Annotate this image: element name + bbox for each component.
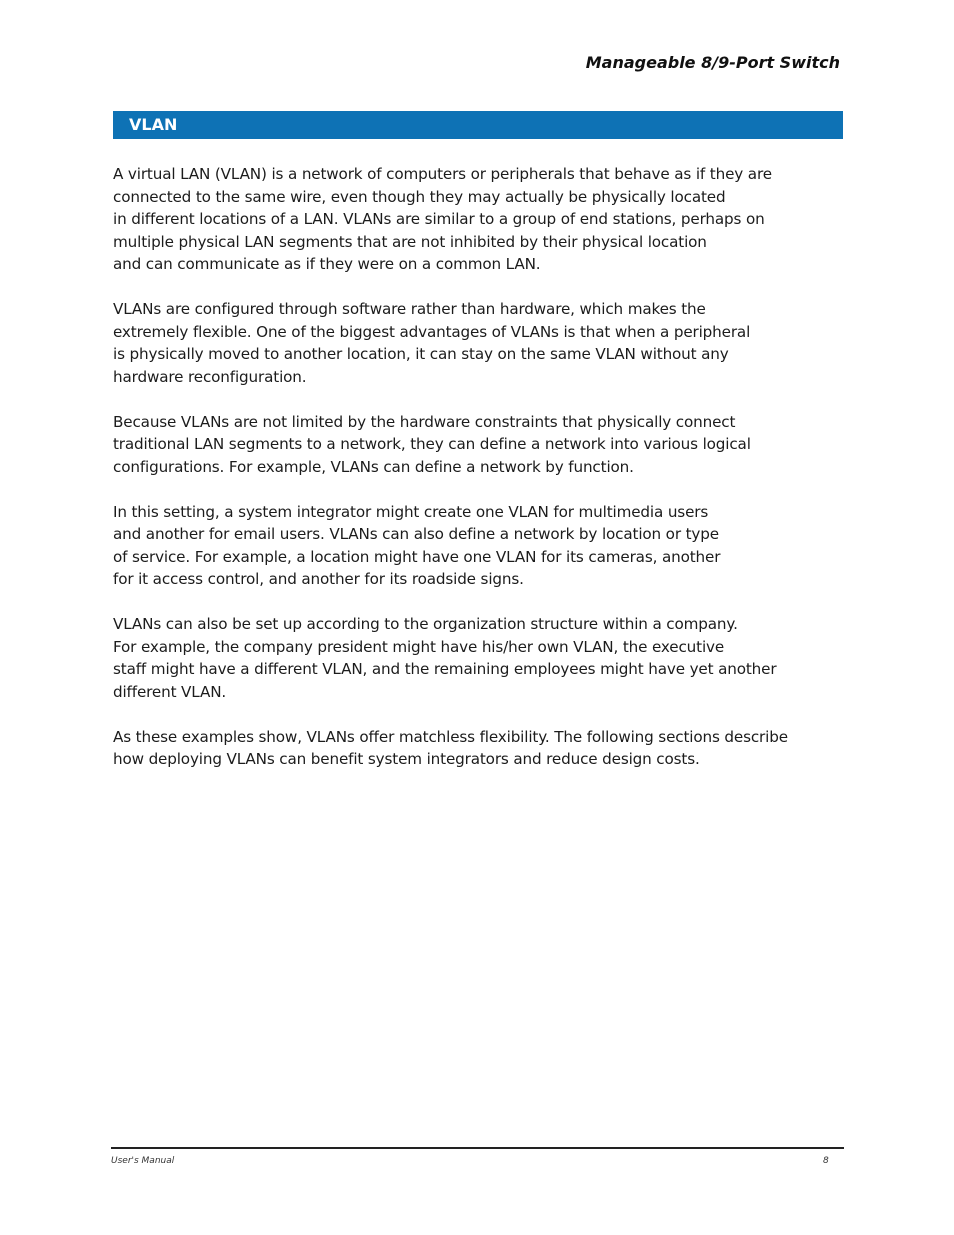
paragraph-line: different VLAN. bbox=[113, 682, 227, 701]
paragraph-2 bbox=[113, 298, 848, 388]
paragraph-line: and can communicate as if they were on a common LAN. bbox=[113, 255, 541, 273]
paragraph-line: In this setting, a system integrator might create one VLAN for multimedia users bbox=[113, 502, 709, 521]
body-text bbox=[113, 163, 848, 793]
paragraph-line: and another for email users. VLANs can also define a network by location or type bbox=[113, 525, 719, 543]
paragraph-line: traditional LAN segments to a network, they can define a network into various logical bbox=[113, 435, 751, 453]
footer-page-number: 8 bbox=[823, 1156, 829, 1166]
paragraph-line: configurations. For example, VLANs can define a network by function. bbox=[113, 457, 634, 476]
paragraph-3 bbox=[113, 411, 848, 479]
paragraph-line: For example, the company president might have his/her own VLAN, the executive bbox=[113, 637, 725, 656]
paragraph-line: connected to the same wire, even though they may actually be physically located bbox=[113, 187, 726, 206]
footer-manual-label: User's Manual bbox=[111, 1156, 175, 1166]
paragraph-line: how deploying VLANs can benefit system integrators and reduce design costs. bbox=[113, 750, 700, 768]
paragraph-line: is physically moved to another location, it can stay on the same VLAN without any bbox=[113, 345, 729, 363]
paragraph-line: VLANs can also be set up according to the organization structure within a company. bbox=[113, 615, 738, 633]
paragraph-line: in different locations of a LAN. VLANs are similar to a group of end stations, perhaps on bbox=[113, 210, 765, 228]
paragraph-line: multiple physical LAN segments that are not inhibited by their physical location bbox=[113, 232, 707, 251]
page-header-title: Manageable 8/9-Port Switch bbox=[585, 53, 840, 72]
paragraph-line: As these examples show, VLANs offer matchless flexibility. The following sections describe bbox=[113, 727, 788, 746]
paragraph-line: hardware reconfiguration. bbox=[113, 367, 307, 386]
section-header-bar bbox=[113, 111, 843, 139]
paragraph-6 bbox=[113, 726, 848, 771]
paragraph-line: extremely flexible. One of the biggest advantages of VLANs is that when a peripheral bbox=[113, 322, 751, 341]
footer-rule bbox=[111, 1147, 844, 1149]
paragraph-line: Because VLANs are not limited by the hardware constraints that physically connect bbox=[113, 412, 736, 431]
paragraph-4 bbox=[113, 501, 848, 591]
paragraph-line: for it access control, and another for its roadside signs. bbox=[113, 570, 524, 588]
paragraph-1 bbox=[113, 163, 848, 276]
paragraph-5 bbox=[113, 613, 848, 703]
paragraph-line: of service. For example, a location might have one VLAN for its cameras, another bbox=[113, 547, 721, 566]
section-title: VLAN bbox=[129, 115, 178, 134]
paragraph-line: A virtual LAN (VLAN) is a network of computers or peripherals that behave as if they are bbox=[113, 165, 772, 183]
paragraph-line: staff might have a different VLAN, and the remaining employees might have yet another bbox=[113, 660, 777, 678]
paragraph-line: VLANs are configured through software rather than hardware, which makes the bbox=[113, 300, 706, 318]
